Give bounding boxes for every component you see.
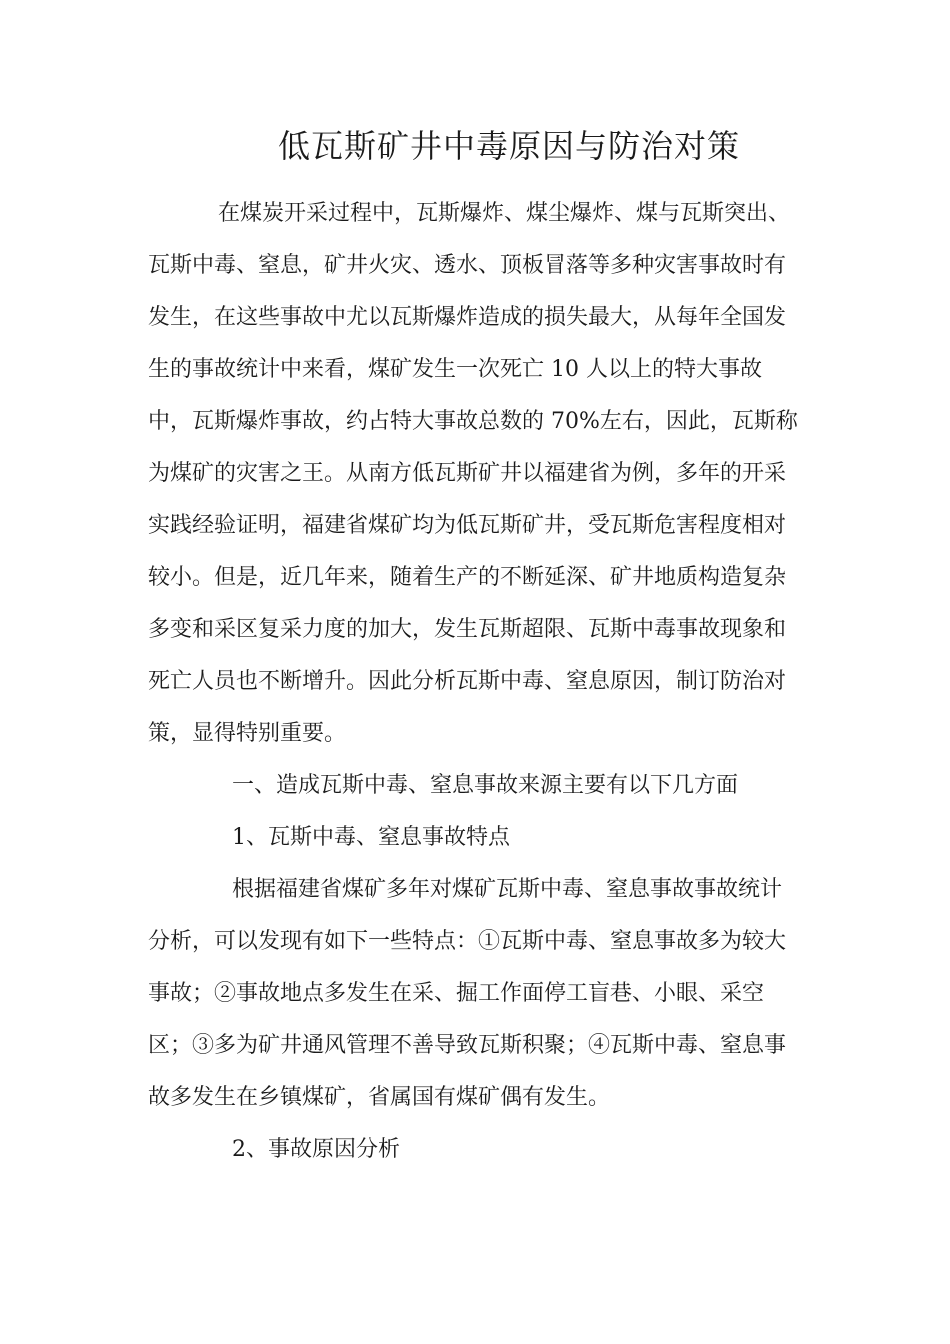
paragraph-line: 死亡人员也不断增升。因此分析瓦斯中毒、窒息原因，制订防治对	[148, 669, 787, 694]
section-heading: 一、造成瓦斯中毒、窒息事故来源主要有以下几方面	[232, 773, 739, 798]
paragraph-line: 生的事故统计中来看，煤矿发生一次死亡 10 人以上的特大事故	[148, 357, 762, 382]
paragraph-line: 在煤炭开采过程中，瓦斯爆炸、煤尘爆炸、煤与瓦斯突出、	[218, 201, 791, 226]
subsection-heading: 2、事故原因分析	[232, 1137, 400, 1162]
paragraph-line: 策，显得特别重要。	[148, 721, 347, 746]
paragraph-line: 发生，在这些事故中尤以瓦斯爆炸造成的损失最大，从每年全国发	[148, 305, 787, 330]
paragraph-line: 中，瓦斯爆炸事故，约占特大事故总数的 70%左右，因此，瓦斯称	[148, 409, 798, 434]
paragraph-line: 事故；②事故地点多发生在采、掘工作面停工盲巷、小眼、采空	[148, 981, 765, 1006]
paragraph-line: 根据福建省煤矿多年对煤矿瓦斯中毒、窒息事故事故统计	[232, 877, 783, 902]
document-title: 低瓦斯矿井中毒原因与防治对策	[277, 127, 740, 165]
paragraph-line: 较小。但是，近几年来，随着生产的不断延深、矿井地质构造复杂	[148, 565, 787, 590]
paragraph-line: 分析，可以发现有如下一些特点：①瓦斯中毒、窒息事故多为较大	[148, 929, 787, 954]
paragraph-line: 故多发生在乡镇煤矿，省属国有煤矿偶有发生。	[148, 1085, 611, 1110]
subsection-heading: 1、瓦斯中毒、窒息事故特点	[232, 825, 510, 850]
paragraph-line: 实践经验证明，福建省煤矿均为低瓦斯矿井，受瓦斯危害程度相对	[148, 513, 787, 538]
paragraph-line: 为煤矿的灾害之王。从南方低瓦斯矿井以福建省为例，多年的开采	[148, 461, 787, 486]
paragraph-line: 多变和采区复采力度的加大，发生瓦斯超限、瓦斯中毒事故现象和	[148, 617, 787, 642]
paragraph-line: 区；③多为矿井通风管理不善导致瓦斯积聚；④瓦斯中毒、窒息事	[148, 1033, 787, 1058]
paragraph-line: 瓦斯中毒、窒息，矿井火灾、透水、顶板冒落等多种灾害事故时有	[148, 253, 787, 278]
